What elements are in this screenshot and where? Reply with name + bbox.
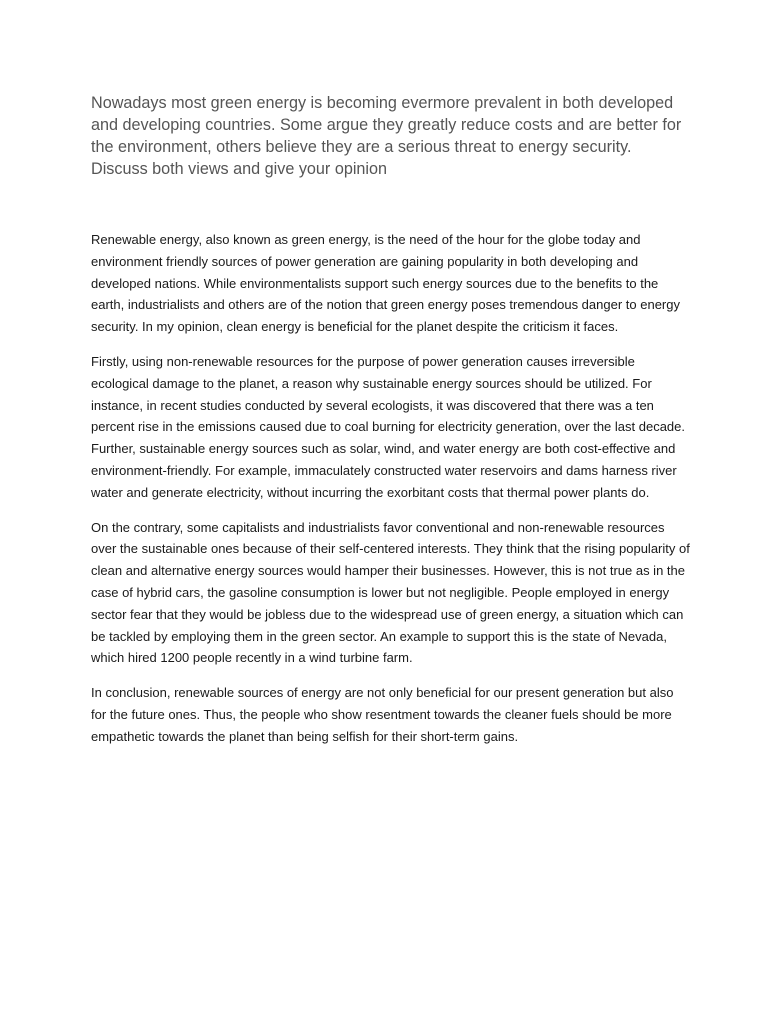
conclusion-paragraph: In conclusion, renewable sources of energy are not only beneficial for our present generation but also for the future ones. Thus, the people who show resentment towards the cleaner fuels should be more empathetic towards the planet than being selfish for their short-term gains. xyxy=(91,685,674,744)
body-paragraph-1: Firstly, using non-renewable resources for the purpose of power generation causes irreversible ecological damage to the planet, a reason why sustainable energy sources should be utilized. For instance, in recent studies conducted by several ecologists, it was discovered that there was a ten percent rise in the emissions caused due to coal burning for electricity generation, over the last decade. Further, sustainable energy sources such as solar, wind, and water energy are both cost-effective and environment-friendly. For example, immaculately constructed water reservoirs and dams harness river water and generate electricity, without incurring the exorbitant costs that thermal power plants do. xyxy=(91,353,686,500)
body-paragraph-2: On the contrary, some capitalists and industrialists favor conventional and non-renewable resources over the sustainable ones because of their self-centered interests. They think that the rising popularity of clean and alternative energy sources would hamper their businesses. However, this is not true as in the case of hybrid cars, the gasoline consumption is lower but not negligible. People employed in energy sector fear that they would be jobless due to the widespread use of green energy, a situation which can be tackled by employing them in the green sector. An example to support this is the state of Nevada, which hired 1200 people recently in a wind turbine farm. xyxy=(91,519,690,666)
introduction-paragraph: Renewable energy, also known as green energy, is the need of the hour for the globe today and environment friendly sources of power generation are gaining popularity in both developing and developed nations. While environmentalists support such energy sources due to the benefits to the earth, industrialists and others are of the notion that green energy poses tremendous danger to energy security. In my opinion, clean energy is beneficial for the planet despite the criticism it faces. xyxy=(91,232,680,335)
essay-prompt: Nowadays most green energy is becoming evermore prevalent in both developed and developing countries. Some argue they greatly reduce costs and are better for the environment, others believe they are a serious threat to energy security. Discuss both views and give your opinion xyxy=(91,94,682,178)
essay-body xyxy=(91,229,691,761)
